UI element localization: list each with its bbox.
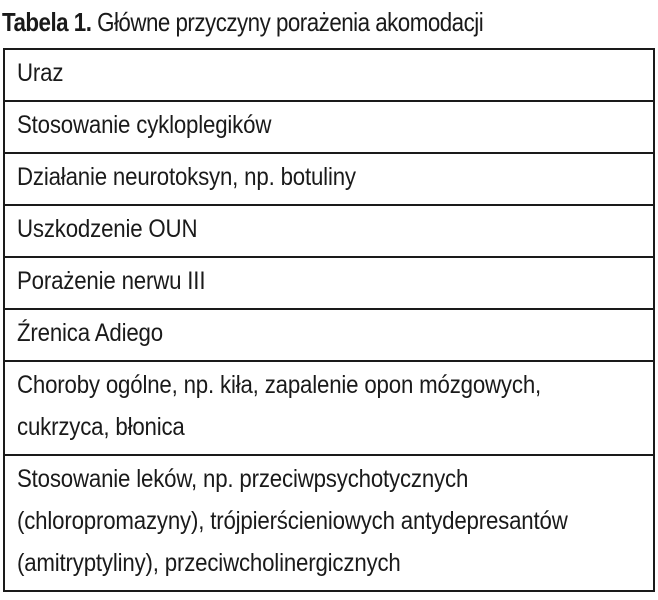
table-cell (4, 49, 654, 101)
cell-text: Uszkodzenie OUN (17, 215, 198, 243)
table-cell (4, 101, 654, 153)
table-row (4, 455, 654, 591)
table-caption (2, 4, 564, 40)
table-row (4, 101, 654, 153)
causes-table (3, 48, 655, 592)
table-caption-title: Główne przyczyny porażenia akomodacji (97, 7, 484, 37)
cell-text: Stosowanie cykloplegików (17, 111, 272, 139)
cell-text: Choroby ogólne, np. kiła, zapalenie opon mózgowych, cukrzyca, błonica (17, 371, 542, 441)
table-row (4, 257, 654, 309)
table-row (4, 49, 654, 101)
table-row (4, 153, 654, 205)
table-row (4, 309, 654, 361)
table-row (4, 361, 654, 455)
cell-text: Źrenica Adiego (17, 319, 163, 347)
table-cell (4, 309, 654, 361)
table-cell (4, 257, 654, 309)
cell-text: Uraz (17, 59, 64, 87)
table-row (4, 205, 654, 257)
table-cell (4, 153, 654, 205)
table-caption-label: Tabela 1. (2, 7, 92, 37)
cell-text: Stosowanie leków, np. przeciwpsychotycznych (chloropromazyny), trójpierścieniowych antydepresantów (amitryptyliny), przeciwcholinergicznych (17, 465, 568, 577)
cell-text: Działanie neurotoksyn, np. botuliny (17, 163, 356, 191)
table-cell (4, 205, 654, 257)
cell-text: Porażenie nerwu III (17, 267, 206, 295)
table-cell (4, 361, 654, 455)
table-cell (4, 455, 654, 591)
